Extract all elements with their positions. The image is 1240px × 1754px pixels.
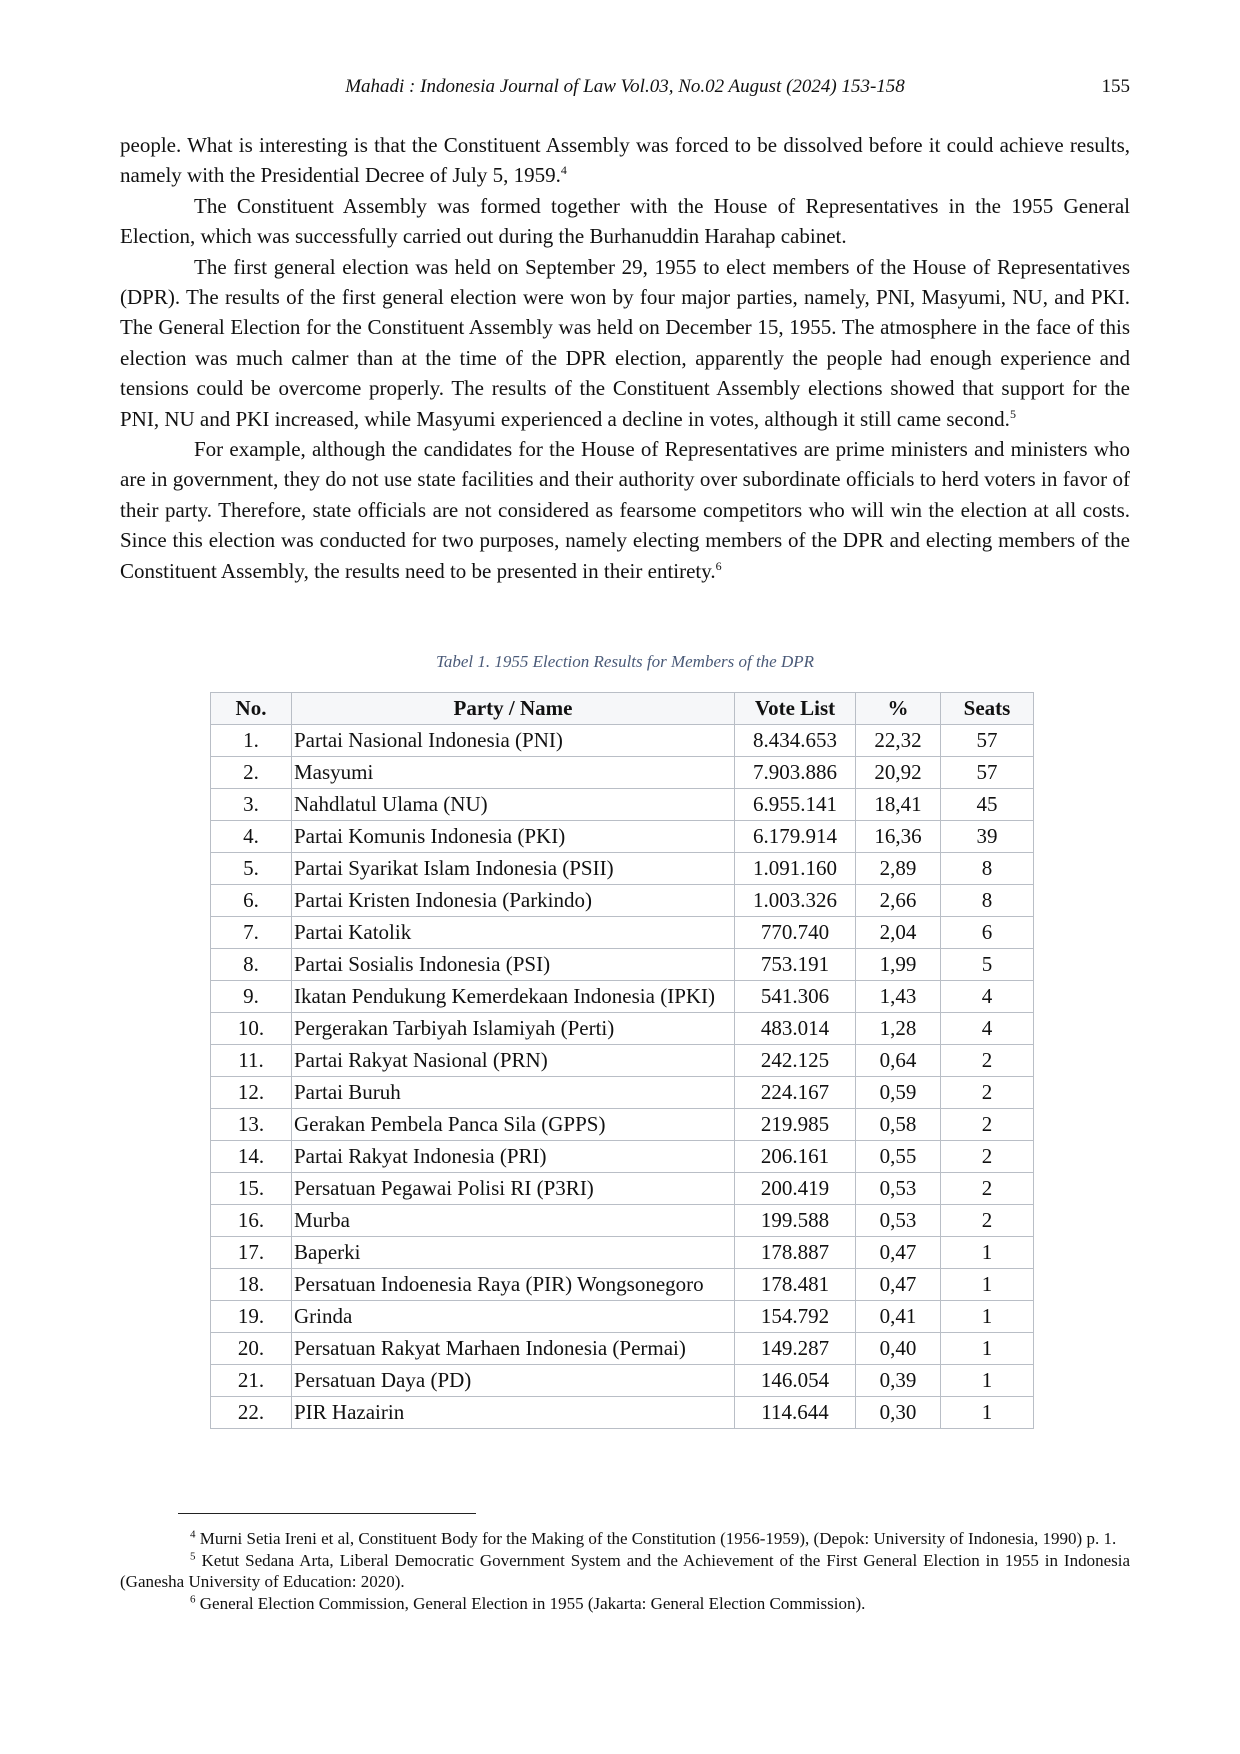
vote-percent: 0,47 bbox=[856, 1269, 941, 1301]
party-name: Partai Katolik bbox=[292, 917, 735, 949]
vote-count: 483.014 bbox=[735, 1013, 856, 1045]
footnote bbox=[120, 1593, 1130, 1615]
table-body bbox=[211, 725, 1034, 1429]
seat-count: 2 bbox=[941, 1045, 1034, 1077]
vote-count: 178.481 bbox=[735, 1269, 856, 1301]
row-number: 22. bbox=[211, 1397, 292, 1429]
vote-percent: 0,58 bbox=[856, 1109, 941, 1141]
table-row bbox=[211, 725, 1034, 757]
seat-count: 1 bbox=[941, 1333, 1034, 1365]
paragraph-text: For example, although the candidates for the House of Representatives are prime ministers and ministers who are in government, they do not use state facilities and their authority over subordinate officials to herd voters in favor of their party. Therefore, state officials are not considered as fearsome competitors who will win the election at all costs. Since this election was conducted for two purposes, namely electing members of the DPR and electing members of the Constituent Assembly, the results need to be presented in their entirety. bbox=[120, 437, 1130, 583]
party-name: Partai Kristen Indonesia (Parkindo) bbox=[292, 885, 735, 917]
vote-percent: 18,41 bbox=[856, 789, 941, 821]
table-row bbox=[211, 1141, 1034, 1173]
table-row bbox=[211, 949, 1034, 981]
row-number: 7. bbox=[211, 917, 292, 949]
seat-count: 8 bbox=[941, 885, 1034, 917]
party-name: Partai Buruh bbox=[292, 1077, 735, 1109]
row-number: 19. bbox=[211, 1301, 292, 1333]
row-number: 13. bbox=[211, 1109, 292, 1141]
seat-count: 1 bbox=[941, 1397, 1034, 1429]
row-number: 8. bbox=[211, 949, 292, 981]
seat-count: 4 bbox=[941, 981, 1034, 1013]
row-number: 17. bbox=[211, 1237, 292, 1269]
vote-percent: 22,32 bbox=[856, 725, 941, 757]
seat-count: 8 bbox=[941, 853, 1034, 885]
seat-count: 2 bbox=[941, 1141, 1034, 1173]
footnote-text: Murni Setia Ireni et al, Constituent Body for the Making of the Constitution (1956-1959), (Depok: University of Indonesia, 1990) p. 1. bbox=[199, 1529, 1117, 1548]
party-name: Ikatan Pendukung Kemerdekaan Indonesia (IPKI) bbox=[292, 981, 735, 1013]
row-number: 21. bbox=[211, 1365, 292, 1397]
paragraph bbox=[120, 252, 1130, 434]
party-name: PIR Hazairin bbox=[292, 1397, 735, 1429]
table-row bbox=[211, 1173, 1034, 1205]
party-name: Partai Rakyat Nasional (PRN) bbox=[292, 1045, 735, 1077]
row-number: 9. bbox=[211, 981, 292, 1013]
seat-count: 4 bbox=[941, 1013, 1034, 1045]
footnote-text: General Election Commission, General Election in 1955 (Jakarta: General Election Commission). bbox=[199, 1593, 866, 1613]
table-header-row bbox=[211, 693, 1034, 725]
vote-percent: 1,28 bbox=[856, 1013, 941, 1045]
column-header-seats: Seats bbox=[941, 693, 1034, 725]
vote-count: 753.191 bbox=[735, 949, 856, 981]
table-row bbox=[211, 1269, 1034, 1301]
table-row bbox=[211, 1333, 1034, 1365]
vote-percent: 1,99 bbox=[856, 949, 941, 981]
vote-count: 6.955.141 bbox=[735, 789, 856, 821]
vote-count: 242.125 bbox=[735, 1045, 856, 1077]
party-name: Pergerakan Tarbiyah Islamiyah (Perti) bbox=[292, 1013, 735, 1045]
party-name: Partai Nasional Indonesia (PNI) bbox=[292, 725, 735, 757]
running-header bbox=[120, 76, 1130, 102]
table-row bbox=[211, 1045, 1034, 1077]
table-row bbox=[211, 1397, 1034, 1429]
vote-count: 770.740 bbox=[735, 917, 856, 949]
vote-percent: 0,39 bbox=[856, 1365, 941, 1397]
vote-count: 154.792 bbox=[735, 1301, 856, 1333]
vote-percent: 20,92 bbox=[856, 757, 941, 789]
table-row bbox=[211, 1365, 1034, 1397]
party-name: Persatuan Indoenesia Raya (PIR) Wongsonegoro bbox=[292, 1269, 735, 1301]
seat-count: 39 bbox=[941, 821, 1034, 853]
vote-percent: 2,66 bbox=[856, 885, 941, 917]
seat-count: 1 bbox=[941, 1269, 1034, 1301]
party-name: Partai Rakyat Indonesia (PRI) bbox=[292, 1141, 735, 1173]
seat-count: 5 bbox=[941, 949, 1034, 981]
paragraph bbox=[120, 434, 1130, 586]
party-name: Partai Syarikat Islam Indonesia (PSII) bbox=[292, 853, 735, 885]
party-name: Gerakan Pembela Panca Sila (GPPS) bbox=[292, 1109, 735, 1141]
paragraph-text: people. What is interesting is that the Constituent Assembly was forced to be dissolved before it could achieve results, namely with the Presidential Decree of July 5, 1959. bbox=[120, 133, 1130, 188]
vote-percent: 0,55 bbox=[856, 1141, 941, 1173]
seat-count: 2 bbox=[941, 1109, 1034, 1141]
row-number: 20. bbox=[211, 1333, 292, 1365]
footnote-ref: 6 bbox=[715, 558, 722, 573]
table-row bbox=[211, 789, 1034, 821]
table-row bbox=[211, 1237, 1034, 1269]
vote-percent: 0,53 bbox=[856, 1173, 941, 1205]
table-row bbox=[211, 981, 1034, 1013]
party-name: Persatuan Rakyat Marhaen Indonesia (Permai) bbox=[292, 1333, 735, 1365]
column-header-no: No. bbox=[211, 693, 292, 725]
column-header-votes: Vote List bbox=[735, 693, 856, 725]
vote-count: 149.287 bbox=[735, 1333, 856, 1365]
footnote-text: Ketut Sedana Arta, Liberal Democratic Government System and the Achievement of the First General Election in 1955 in Indonesia (Ganesha University of Education: 2020). bbox=[120, 1550, 1130, 1591]
party-name: Masyumi bbox=[292, 757, 735, 789]
seat-count: 2 bbox=[941, 1173, 1034, 1205]
seat-count: 1 bbox=[941, 1237, 1034, 1269]
table-row bbox=[211, 1205, 1034, 1237]
vote-count: 541.306 bbox=[735, 981, 856, 1013]
paragraph bbox=[120, 130, 1130, 191]
table-row bbox=[211, 917, 1034, 949]
vote-percent: 2,04 bbox=[856, 917, 941, 949]
party-name: Persatuan Daya (PD) bbox=[292, 1365, 735, 1397]
paragraph bbox=[120, 191, 1130, 252]
vote-percent: 0,64 bbox=[856, 1045, 941, 1077]
footnotes bbox=[120, 1528, 1130, 1614]
vote-count: 200.419 bbox=[735, 1173, 856, 1205]
vote-count: 199.588 bbox=[735, 1205, 856, 1237]
election-results-table bbox=[210, 692, 1034, 1429]
row-number: 4. bbox=[211, 821, 292, 853]
column-header-party: Party / Name bbox=[292, 693, 735, 725]
paragraph-text: The Constituent Assembly was formed together with the House of Representatives in the 1955 General Election, which was successfully carried out during the Burhanuddin Harahap cabinet. bbox=[120, 193, 1130, 249]
body-text bbox=[120, 130, 1130, 586]
vote-count: 6.179.914 bbox=[735, 821, 856, 853]
vote-percent: 0,47 bbox=[856, 1237, 941, 1269]
vote-percent: 16,36 bbox=[856, 821, 941, 853]
row-number: 15. bbox=[211, 1173, 292, 1205]
seat-count: 57 bbox=[941, 757, 1034, 789]
party-name: Partai Sosialis Indonesia (PSI) bbox=[292, 949, 735, 981]
table-row bbox=[211, 1109, 1034, 1141]
table-row bbox=[211, 821, 1034, 853]
table-row bbox=[211, 757, 1034, 789]
vote-percent: 0,40 bbox=[856, 1333, 941, 1365]
footnote bbox=[120, 1550, 1130, 1593]
table-row bbox=[211, 1077, 1034, 1109]
row-number: 14. bbox=[211, 1141, 292, 1173]
seat-count: 45 bbox=[941, 789, 1034, 821]
party-name: Nahdlatul Ulama (NU) bbox=[292, 789, 735, 821]
vote-count: 114.644 bbox=[735, 1397, 856, 1429]
table-row bbox=[211, 853, 1034, 885]
table-row bbox=[211, 1013, 1034, 1045]
table-row bbox=[211, 1301, 1034, 1333]
table-caption: Tabel 1. 1955 Election Results for Members of the DPR bbox=[435, 652, 815, 671]
footnote-ref: 5 bbox=[1009, 406, 1016, 421]
table-row bbox=[211, 885, 1034, 917]
footnote-ref: 4 bbox=[560, 163, 567, 178]
vote-count: 1.003.326 bbox=[735, 885, 856, 917]
vote-count: 7.903.886 bbox=[735, 757, 856, 789]
row-number: 6. bbox=[211, 885, 292, 917]
footnote bbox=[120, 1528, 1130, 1550]
vote-percent: 0,41 bbox=[856, 1301, 941, 1333]
seat-count: 57 bbox=[941, 725, 1034, 757]
footnote-divider bbox=[178, 1513, 476, 1514]
row-number: 12. bbox=[211, 1077, 292, 1109]
row-number: 5. bbox=[211, 853, 292, 885]
vote-count: 1.091.160 bbox=[735, 853, 856, 885]
row-number: 11. bbox=[211, 1045, 292, 1077]
vote-percent: 0,53 bbox=[856, 1205, 941, 1237]
vote-count: 219.985 bbox=[735, 1109, 856, 1141]
paragraph-text: The first general election was held on September 29, 1955 to elect members of the House of Representatives (DPR). The results of the first general election were won by four major parties, namely, PNI, Masyumi, NU, and PKI. The General Election for the Constituent Assembly was held on December 15, 1955. The atmosphere in the face of this election was much calmer than at the time of the DPR election, apparently the people had enough experience and tensions could be overcome properly. The results of the Constituent Assembly elections showed that support for the PNI, NU and PKI increased, while Masyumi experienced a decline in votes, although it still came second. bbox=[120, 254, 1130, 431]
vote-count: 178.887 bbox=[735, 1237, 856, 1269]
column-header-percent: % bbox=[856, 693, 941, 725]
vote-count: 206.161 bbox=[735, 1141, 856, 1173]
seat-count: 1 bbox=[941, 1365, 1034, 1397]
seat-count: 2 bbox=[941, 1205, 1034, 1237]
footnote-number: 4 bbox=[190, 1528, 196, 1541]
vote-count: 8.434.653 bbox=[735, 725, 856, 757]
vote-count: 146.054 bbox=[735, 1365, 856, 1397]
seat-count: 1 bbox=[941, 1301, 1034, 1333]
page-number: 155 bbox=[1101, 76, 1130, 97]
vote-count: 224.167 bbox=[735, 1077, 856, 1109]
party-name: Murba bbox=[292, 1205, 735, 1237]
row-number: 2. bbox=[211, 757, 292, 789]
footnote-number: 6 bbox=[190, 1592, 196, 1605]
seat-count: 6 bbox=[941, 917, 1034, 949]
party-name: Grinda bbox=[292, 1301, 735, 1333]
row-number: 1. bbox=[211, 725, 292, 757]
footnote-number: 5 bbox=[190, 1549, 196, 1562]
party-name: Baperki bbox=[292, 1237, 735, 1269]
vote-percent: 0,59 bbox=[856, 1077, 941, 1109]
row-number: 10. bbox=[211, 1013, 292, 1045]
row-number: 18. bbox=[211, 1269, 292, 1301]
vote-percent: 2,89 bbox=[856, 853, 941, 885]
party-name: Partai Komunis Indonesia (PKI) bbox=[292, 821, 735, 853]
vote-percent: 0,30 bbox=[856, 1397, 941, 1429]
party-name: Persatuan Pegawai Polisi RI (P3RI) bbox=[292, 1173, 735, 1205]
seat-count: 2 bbox=[941, 1077, 1034, 1109]
row-number: 3. bbox=[211, 789, 292, 821]
row-number: 16. bbox=[211, 1205, 292, 1237]
journal-citation: Mahadi : Indonesia Journal of Law Vol.03, No.02 August (2024) 153-158 bbox=[345, 76, 905, 97]
vote-percent: 1,43 bbox=[856, 981, 941, 1013]
